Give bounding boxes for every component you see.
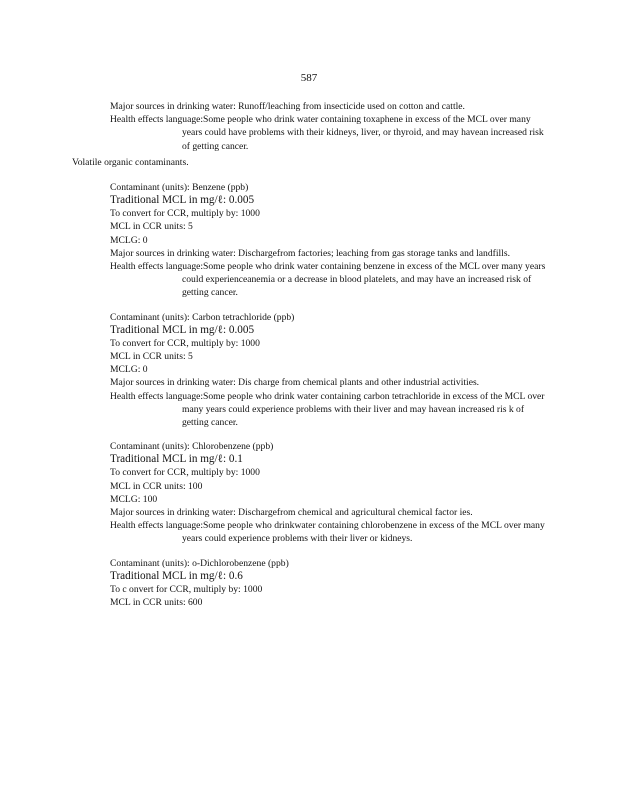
- mcl-ccr-units: MCL in CCR units: 5: [110, 351, 193, 363]
- traditional-mcl: Traditional MCL in mg/ℓ: 0.005: [110, 323, 255, 336]
- contaminant-name: Contaminant (units): Benzene (ppb): [110, 182, 249, 194]
- mcl-ccr-units: MCL in CCR units: 100: [110, 480, 203, 492]
- mclg: MCLG: 100: [110, 493, 158, 505]
- contaminant-entry: [72, 557, 552, 610]
- major-sources: Major sources in drinking water: Dischargefrom factories; leaching from gas storage tanks and landfills.: [110, 247, 510, 259]
- intro-major-sources: Major sources in drinking water: Runoff/leaching from insecticide used on cotton and cattle.: [110, 101, 465, 112]
- conversion-factor: To convert for CCR, multiply by: 1000: [110, 467, 260, 479]
- major-sources: Major sources in drinking water: Dis charge from chemical plants and other industrial activities.: [110, 377, 480, 389]
- major-sources: Major sources in drinking water: Dischargefrom chemical and agricultural chemical factor ies.: [110, 507, 473, 519]
- page-number: 587: [300, 72, 318, 84]
- contaminant-entry: [72, 440, 552, 545]
- traditional-mcl: Traditional MCL in mg/ℓ: 0.005: [110, 194, 255, 207]
- traditional-mcl: Traditional MCL in mg/ℓ: 0.1: [110, 453, 243, 466]
- conversion-factor: To convert for CCR, multiply by: 1000: [110, 337, 260, 349]
- conversion-factor: To convert for CCR, multiply by: 1000: [110, 208, 260, 220]
- contaminant-name: Contaminant (units): Carbon tetrachloride (ppb): [110, 311, 295, 323]
- document-body: [72, 100, 552, 609]
- mclg: MCLG: 0: [110, 364, 148, 376]
- health-effects: Health effects language:Some people who drink water containing benzene in excess of the MCL over many years could experienceanemia or a decrease in blood platelets, and may have an increased risk of getting cancer.: [110, 261, 546, 299]
- contaminant-entry: [72, 181, 552, 300]
- health-effects: Health effects language:Some people who drinkwater containing chlorobenzene in excess of the MCL over many years could experience problems with their liver or kidneys.: [110, 520, 545, 545]
- section-heading: Volatile organic contaminants.: [72, 156, 189, 168]
- mcl-ccr-units: MCL in CCR units: 600: [110, 597, 203, 609]
- contaminant-name: Contaminant (units): Chlorobenzene (ppb): [110, 441, 274, 453]
- health-effects: Health effects language:Some people who drink water containing carbon tetrachloride in excess of the MCL over many years could experience problems with their liver and may havean increased ris k of getting cancer.: [110, 390, 545, 429]
- mclg: MCLG: 0: [110, 234, 148, 246]
- contaminant-name: Contaminant (units): o-Dichlorobenzene (ppb): [110, 557, 289, 569]
- contaminant-entry: [72, 311, 552, 430]
- mcl-ccr-units: MCL in CCR units: 5: [110, 221, 193, 233]
- traditional-mcl: Traditional MCL in mg/ℓ: 0.6: [110, 569, 243, 582]
- conversion-factor: To c onvert for CCR, multiply by: 1000: [110, 583, 263, 595]
- intro-health-effects: Health effects language:Some people who drink water containing toxaphene in excess of the MCL over many years could have problems with their kidneys, liver, or thyroid, and may havean increased risk of getting cancer.: [110, 114, 544, 152]
